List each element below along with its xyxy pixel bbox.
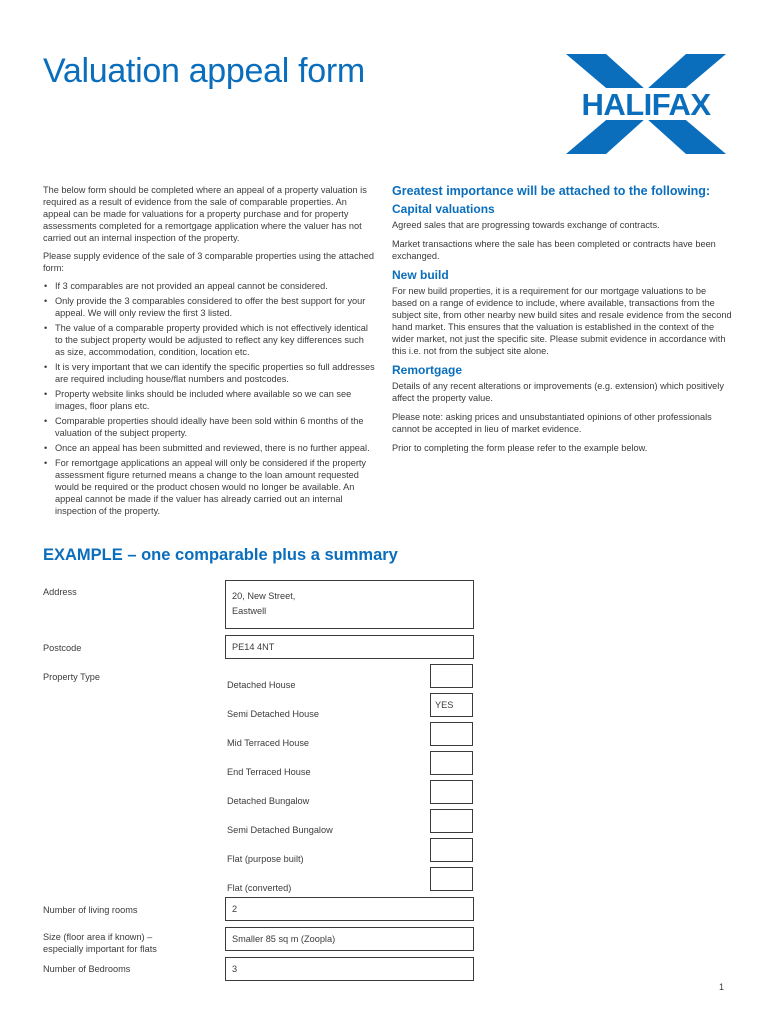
postcode-label: Postcode bbox=[43, 643, 82, 653]
bedrooms-field[interactable]: 3 bbox=[225, 957, 474, 981]
example-title: EXAMPLE – one comparable plus a summary bbox=[43, 546, 398, 564]
intro-paragraph: Please supply evidence of the sale of 3 comparable properties using the attached form: bbox=[43, 251, 374, 273]
postcode-field[interactable]: PE14 4NT bbox=[225, 635, 474, 659]
evidence-guidance bbox=[392, 185, 732, 461]
property-type-option-label: Flat (purpose built) bbox=[227, 854, 304, 864]
list-item: • The value of a comparable property provided which is not effectively identical to the subject property would be adjusted to reflect any key differences such as size, accommodation, condition, location etc. bbox=[43, 322, 375, 358]
size-field[interactable]: Smaller 85 sq m (Zoopla) bbox=[225, 927, 474, 951]
list-item: • It is very important that we can identify the specific properties so full addresses are required including house/flat numbers and postcodes. bbox=[43, 361, 375, 385]
bedrooms-label: Number of Bedrooms bbox=[43, 964, 131, 974]
property-type-checkbox[interactable] bbox=[430, 838, 473, 862]
guidance-paragraph: Details of any recent alterations or improvements (e.g. extension) which positively affect the property value. bbox=[392, 381, 724, 403]
property-type-option-label: Detached House bbox=[227, 680, 296, 690]
guidance-paragraph: Prior to completing the form please refer to the example below. bbox=[392, 443, 648, 453]
svg-text:HALIFAX: HALIFAX bbox=[581, 87, 711, 122]
property-type-checkbox[interactable] bbox=[430, 780, 473, 804]
property-type-checkbox[interactable] bbox=[430, 664, 473, 688]
intro-paragraph: The below form should be completed where an appeal of a property valuation is required as a result of evidence from the sale of comparable properties. An appeal can be made for valuations for a property purchase and for property assessments completed for a remortgage application where the valuer has not carried out an internal inspection of the property. bbox=[43, 185, 367, 243]
page-title: Valuation appeal form bbox=[43, 52, 365, 90]
property-type-option-label: Semi Detached House bbox=[227, 709, 319, 719]
address-field[interactable]: 20, New Street, Eastwell bbox=[225, 580, 474, 629]
guidance-heading: Greatest importance will be attached to the following: bbox=[392, 184, 711, 198]
property-type-option-label: Semi Detached Bungalow bbox=[227, 825, 333, 835]
list-item: • If 3 comparables are not provided an appeal cannot be considered. bbox=[43, 280, 375, 292]
property-type-checkbox[interactable] bbox=[430, 809, 473, 833]
capital-valuations-heading: Capital valuations bbox=[392, 202, 495, 216]
halifax-logo bbox=[566, 54, 726, 154]
property-type-option-label: Mid Terraced House bbox=[227, 738, 310, 748]
property-type-option-label: End Terraced House bbox=[227, 767, 311, 777]
guidance-paragraph: Market transactions where the sale has been completed or contracts have been exchanged. bbox=[392, 239, 716, 261]
requirements-list bbox=[43, 280, 375, 517]
intro-section bbox=[43, 184, 375, 520]
list-item: • For remortgage applications an appeal will only be considered if the property assessment figure returned means a change to the loan amount requested would be required or the product chosen would no longer be available. An appeal cannot be made if the valuer has already carried out an internal inspection of the property. bbox=[43, 457, 375, 517]
guidance-paragraph: Please note: asking prices and unsubstantiated opinions of other professionals cannot be accepted in lieu of market evidence. bbox=[392, 412, 712, 434]
property-type-option-label: Flat (converted) bbox=[227, 883, 292, 893]
list-item: • Once an appeal has been submitted and reviewed, there is no further appeal. bbox=[43, 442, 375, 454]
property-type-checkbox[interactable]: YES bbox=[430, 693, 473, 717]
property-type-checkbox[interactable] bbox=[430, 867, 473, 891]
remortgage-heading: Remortgage bbox=[392, 363, 463, 377]
guidance-paragraph: Agreed sales that are progressing towards exchange of contracts. bbox=[392, 220, 660, 230]
living-rooms-label: Number of living rooms bbox=[43, 905, 138, 915]
new-build-heading: New build bbox=[392, 268, 449, 282]
list-item: • Property website links should be included where available so we can see images, floor plans etc. bbox=[43, 388, 375, 412]
guidance-paragraph: For new build properties, it is a requirement for our mortgage valuations to be based on a range of evidence to include, where available, transactions from the subject site, from other nearby new build sites and resale evidence from the second hand market. This ensures that the valuation is established in the context of the wider market, not just the specific site. Please submit evidence in accordance with this i.e. not from the subject site alone. bbox=[392, 286, 732, 356]
list-item: • Comparable properties should ideally have been sold within 6 months of the valuation of the subject property. bbox=[43, 415, 375, 439]
address-label: Address bbox=[43, 587, 77, 597]
property-type-label: Property Type bbox=[43, 672, 101, 682]
page-number: 1 bbox=[719, 982, 725, 992]
size-label: Size (floor area if known) – especially important for flats bbox=[43, 932, 157, 954]
property-type-checkbox[interactable] bbox=[430, 751, 473, 775]
list-item: • Only provide the 3 comparables considered to offer the best support for your appeal. We will only review the first 3 listed. bbox=[43, 295, 375, 319]
property-type-checkbox[interactable] bbox=[430, 722, 473, 746]
property-type-option-label: Detached Bungalow bbox=[227, 796, 310, 806]
living-rooms-field[interactable]: 2 bbox=[225, 897, 474, 921]
